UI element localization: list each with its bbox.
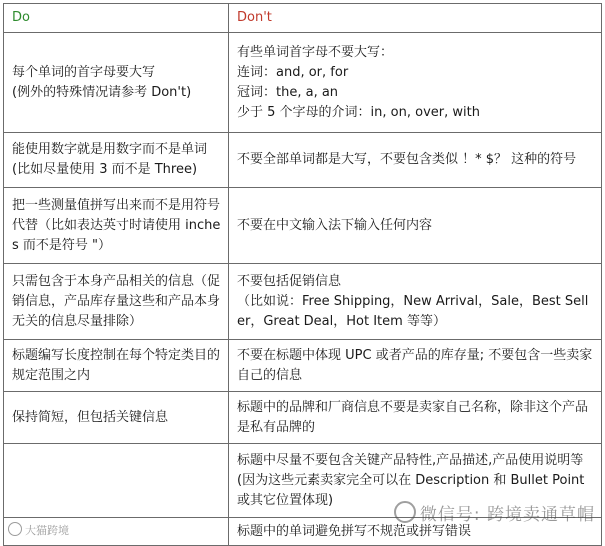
cell-line: 有些单词首字母不要大写： [237,44,394,60]
cell-line: 只需包含于本身产品相关的信息（促销信息，产品库存量这些和产品本身无关的信息尽量排除） [12,273,221,329]
table-row [4,33,602,133]
header-do: Do [4,4,229,33]
dos-and-donts-table [3,3,602,546]
do-cell [4,133,229,188]
cell-line: 每个单词的首字母要大写 [12,64,156,80]
table-row [4,188,602,264]
watermark-left-text: 大猫跨境 [25,524,69,537]
watermark-right [394,500,595,525]
do-cell [4,188,229,264]
cell-line: 连词：and, or, for [237,64,349,80]
table-header-row [4,4,602,33]
cell-line: （比如说：Free Shipping，New Arrival，Sale，Best Seller，Great Deal，Hot Item 等等） [237,293,589,329]
dont-cell [229,33,602,133]
cell-line: 少于 5 个字母的介词：in, on, over, with [237,104,480,120]
table-row [4,340,602,392]
cell-line: 不要包括促销信息 [237,273,342,289]
do-cell [4,392,229,444]
cell-line: 能使用数字就是用数字而不是单词(比如尽量使用 3 而不是 Three) [12,142,208,177]
cell-line: 把一些测量值拼写出来而不是用符号代替（比如表达英寸时请使用 inches 而不是符号 "） [12,197,221,253]
do-cell [4,33,229,133]
table-row [4,133,602,188]
dont-cell [229,133,602,188]
cell-line: 标题中的品牌和厂商信息不要是卖家自己名称，除非这个产品是私有品牌的 [237,399,589,435]
do-cell [4,444,229,518]
cell-line: 标题编写长度控制在每个特定类目的规定范围之内 [12,347,221,383]
do-cell [4,340,229,392]
wechat-logo-icon [394,501,416,523]
table-row [4,392,602,444]
dont-cell [229,340,602,392]
cell-line: 标题中尽量不要包含关键产品特性,产品描述,产品使用说明等 (因为这些元素卖家完全可以在 Description 和 Bullet Point 或其它位置体现) [237,452,585,508]
weibo-logo-icon [8,522,22,536]
watermark-left [8,522,69,538]
dont-cell [229,264,602,340]
header-dont: Don't [229,4,602,33]
cell-line: 不要在中文输入法下输入任何内容 [237,217,433,233]
cell-line: 不要全部单词都是大写，不要包含类似 ！* $？ 这种的符号 [237,152,577,167]
do-cell [4,264,229,340]
cell-line: (例外的特殊情况请参考 Don't) [12,84,192,100]
cell-line: 保持简短，但包括关键信息 [12,409,169,425]
dont-cell [229,392,602,444]
watermark-right-text: 微信号: 跨境卖通草帽 [419,505,595,525]
table-row [4,264,602,340]
cell-line: 不要在标题中体现 UPC 或者产品的库存量; 不要包含一些卖家自己的信息 [237,347,593,383]
dont-cell [229,188,602,264]
cell-line: 标题中的单词避免拼写不规范或拼写错误 [237,523,472,539]
cell-line: 冠词：the, a, an [237,84,339,100]
